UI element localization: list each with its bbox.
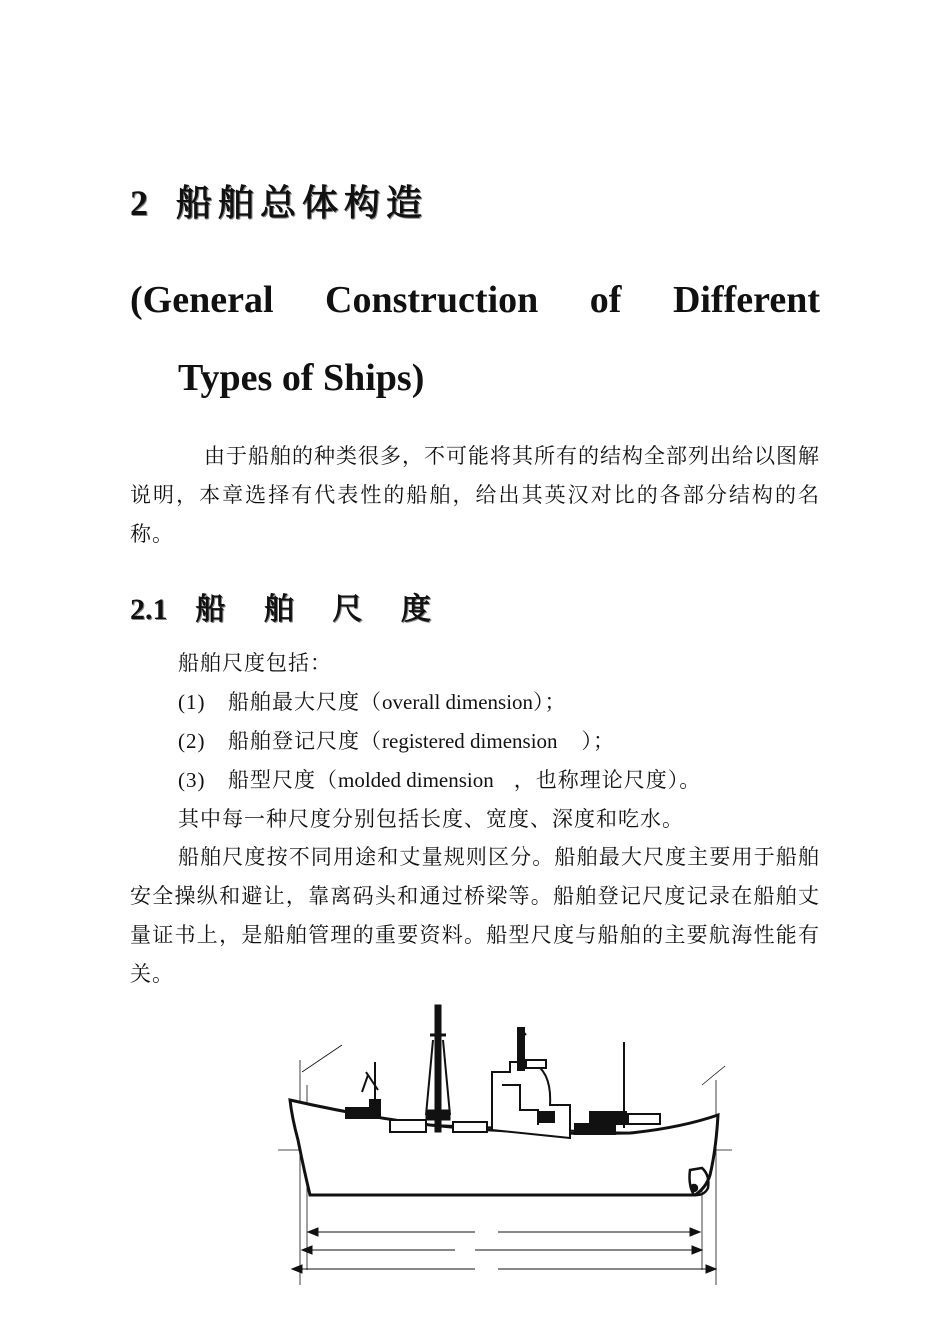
length-dimension-lines: [292, 1228, 716, 1273]
item-end: ，也称理论尺度）。: [513, 768, 702, 792]
ship-dimensions-figure: [270, 1000, 740, 1290]
chapter-number: 2: [130, 183, 154, 223]
item-en: registered dimension: [382, 729, 558, 753]
dimension-item: [178, 687, 567, 717]
aft-leader: [302, 1045, 342, 1072]
intro-paragraph: 由于船舶的种类很多，不可能将其所有的结构全部列出给以图解说明，本章选择有代表性的船舶，给出其英汉对比的各部分结构的名称。: [130, 444, 820, 546]
section-number: 2.1: [130, 593, 168, 626]
usage-paragraph: 船舶尺度按不同用途和丈量规则区分。船舶最大尺度主要用于船舶安全操纵和避让，靠离码头和通过桥梁等。船舶登记尺度记录在船舶丈量证书上，是船舶管理的重要资料。船型尺度与船舶的主要航海性能有关。: [130, 845, 820, 986]
superstructure: [492, 1028, 570, 1138]
item-end: ）；: [581, 729, 616, 753]
item-cn: 船舶最大尺度（: [228, 690, 382, 714]
item-number: (2): [178, 729, 206, 753]
chapter-title-en-line2: Types of Ships): [178, 357, 425, 399]
fore-leader: [702, 1066, 725, 1085]
section-title: [130, 584, 445, 628]
item-number: (1): [178, 690, 206, 714]
item-cn: 船型尺度（: [228, 768, 338, 792]
chapter-title: [130, 175, 428, 226]
chapter-title-en-line1: (General Construction of Different: [130, 279, 820, 321]
bow-mast: [590, 1042, 660, 1128]
dimensions-summary: 其中每一种尺度分别包括长度、宽度、深度和吃水。: [178, 807, 684, 831]
chapter-title-cn: 船舶总体构造: [176, 183, 429, 224]
item-number: (3): [178, 768, 206, 792]
item-end: ）；: [533, 690, 567, 714]
dimension-item: [178, 765, 701, 795]
item-cn: 船舶登记尺度（: [228, 729, 382, 753]
section-title-text: 船 舶 尺 度: [195, 592, 445, 627]
fore-mast: [426, 1005, 450, 1132]
dimensions-lead: 船舶尺度包括：: [178, 651, 332, 675]
item-en: overall dimension: [382, 690, 534, 714]
item-en: molded dimension: [338, 768, 494, 792]
dimension-item: [178, 726, 615, 756]
